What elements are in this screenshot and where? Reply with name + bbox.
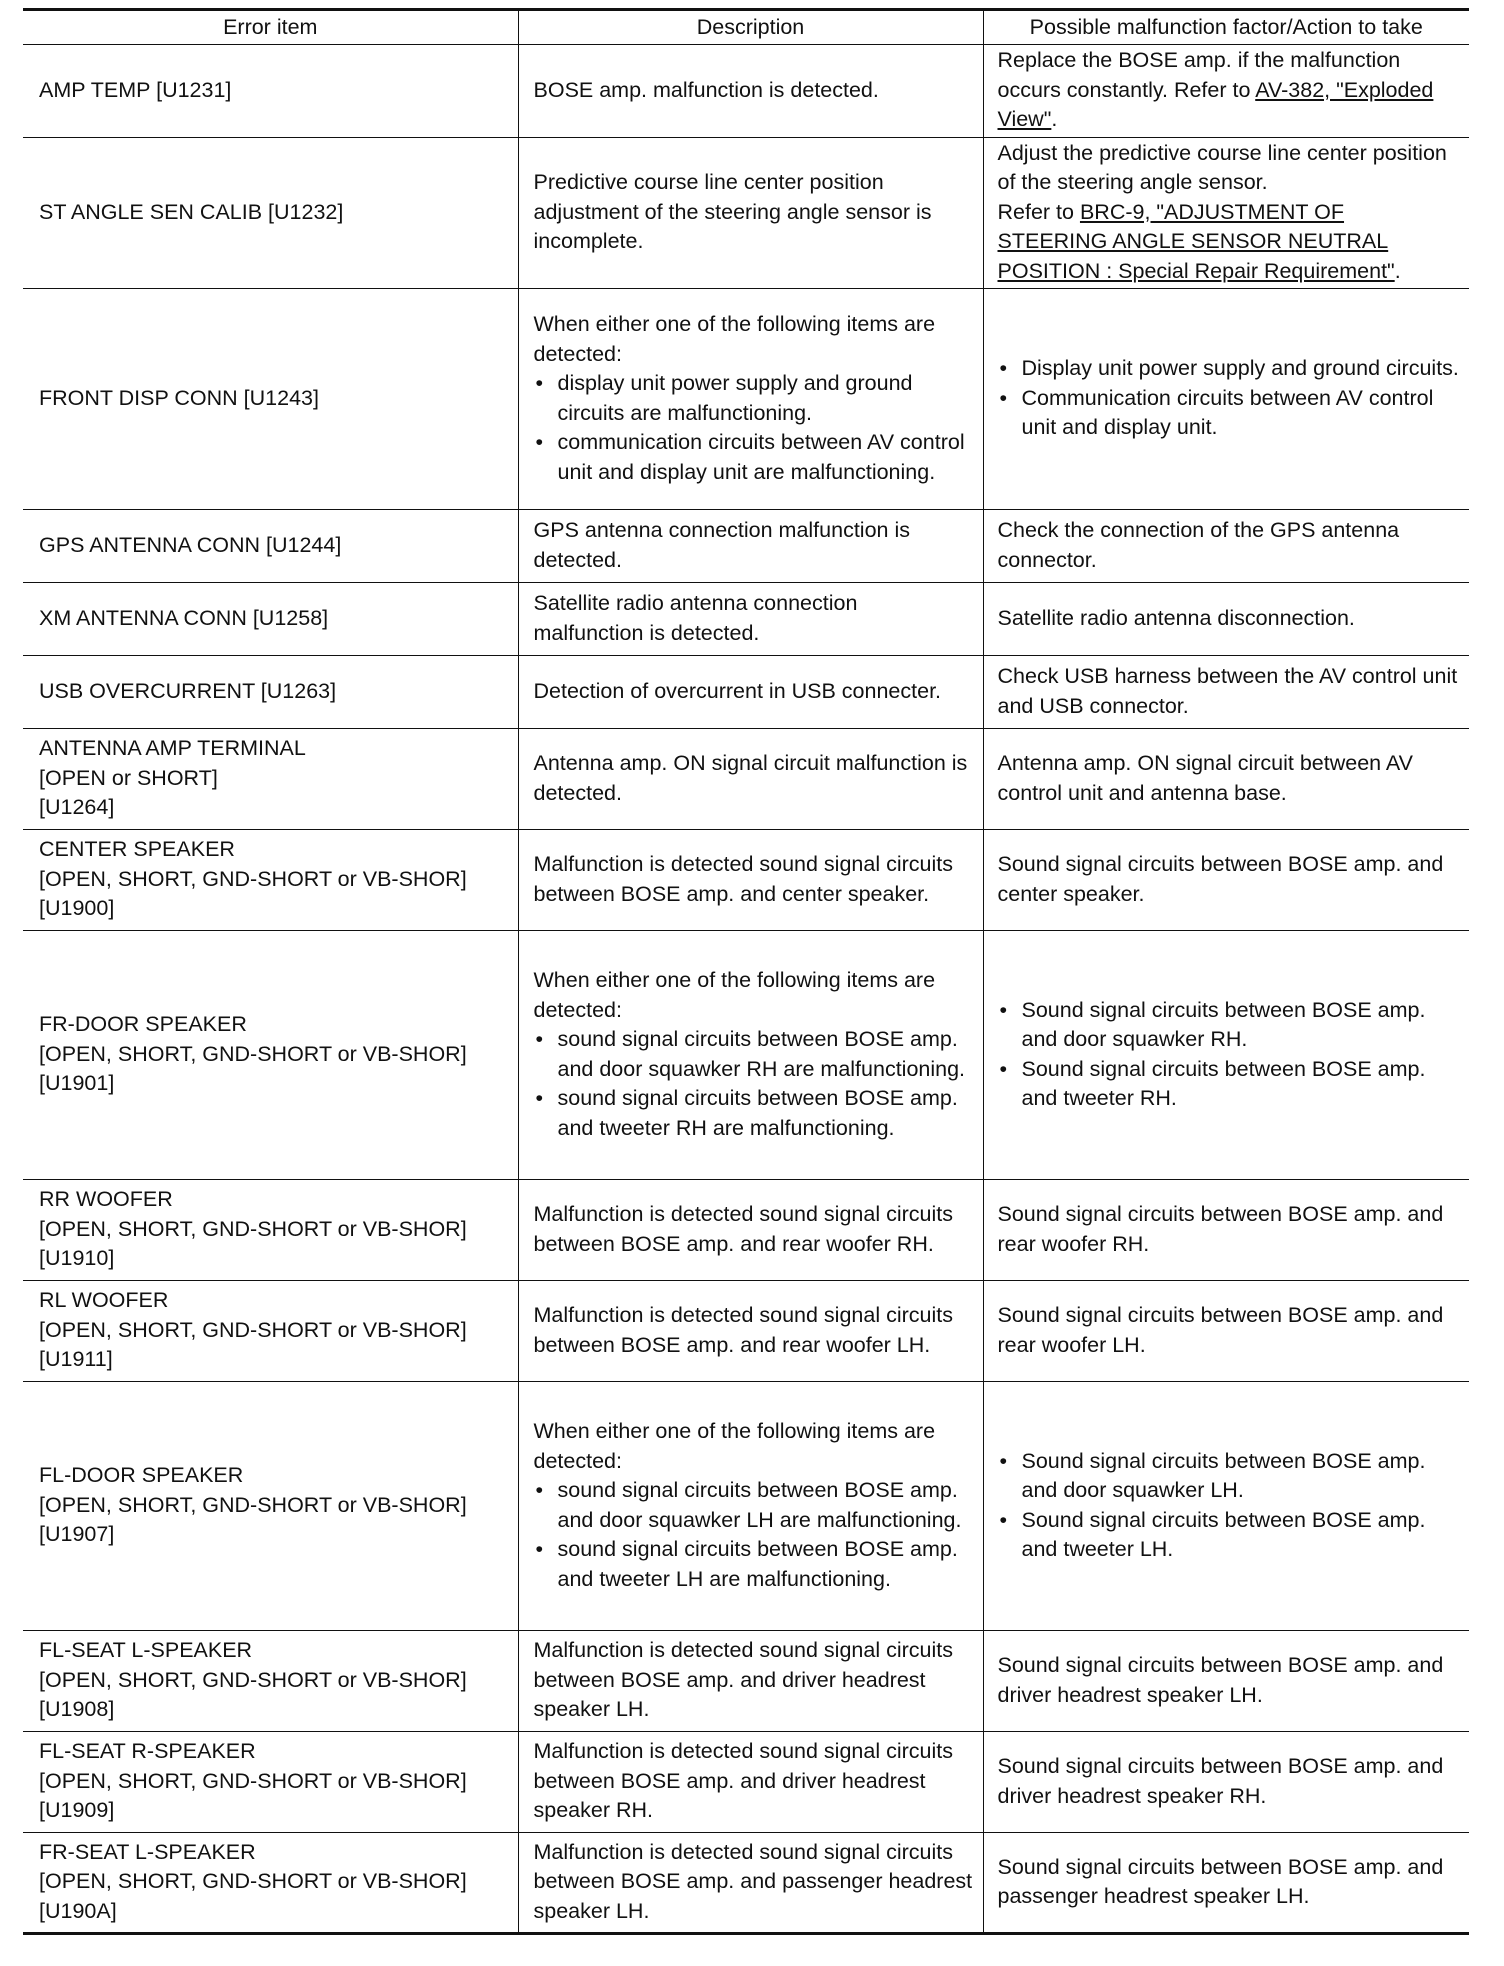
action-list bbox=[998, 354, 1460, 443]
table-row bbox=[23, 1382, 1469, 1631]
error-item-cell bbox=[23, 1732, 518, 1833]
list-item: • Communication circuits between AV control unit and display unit. bbox=[998, 384, 1460, 443]
error-item-cell bbox=[23, 1833, 518, 1934]
header-description: Description bbox=[518, 10, 983, 45]
error-item-line: AMP TEMP [U1231] bbox=[39, 77, 232, 102]
description-cell: Malfunction is detected sound signal circuits between BOSE amp. and rear woofer LH. bbox=[518, 1281, 983, 1382]
error-item-line: [U1901] bbox=[39, 1071, 115, 1096]
action-list bbox=[998, 1447, 1460, 1565]
description-cell: Malfunction is detected sound signal circuits between BOSE amp. and driver headrest speaker LH. bbox=[518, 1631, 983, 1732]
error-item-cell bbox=[23, 729, 518, 830]
table-row bbox=[23, 1281, 1469, 1382]
table-row bbox=[23, 931, 1469, 1180]
description-cell: Malfunction is detected sound signal circuits between BOSE amp. and passenger headrest speaker LH. bbox=[518, 1833, 983, 1934]
list-item: • communication circuits between AV control unit and display unit are malfunctioning. bbox=[534, 428, 973, 487]
list-item: • Sound signal circuits between BOSE amp. and door squawker RH. bbox=[998, 996, 1460, 1055]
action-text-end: . bbox=[1394, 258, 1401, 283]
error-item-cell bbox=[23, 931, 518, 1180]
action-cell: Satellite radio antenna disconnection. bbox=[983, 583, 1469, 656]
action-text-end: . bbox=[1051, 107, 1058, 131]
action-cell bbox=[983, 137, 1469, 289]
table-row bbox=[23, 583, 1469, 656]
action-cell: Sound signal circuits between BOSE amp. and passenger headrest speaker LH. bbox=[983, 1833, 1469, 1934]
table-row bbox=[23, 289, 1469, 510]
error-item-line: XM ANTENNA CONN [U1258] bbox=[39, 605, 329, 630]
error-item-line: [OPEN, SHORT, GND-SHORT or VB-SHOR] bbox=[39, 1768, 467, 1793]
error-item-line: GPS ANTENNA CONN [U1244] bbox=[39, 532, 342, 557]
description-intro: When either one of the following items are detected: bbox=[533, 312, 936, 366]
action-text: Refer to bbox=[997, 199, 1080, 224]
description-cell: Malfunction is detected sound signal circuits between BOSE amp. and driver headrest speaker RH. bbox=[518, 1732, 983, 1833]
list-item: • sound signal circuits between BOSE amp. and door squawker RH are malfunctioning. bbox=[534, 1025, 973, 1084]
error-item-line: [OPEN, SHORT, GND-SHORT or VB-SHOR] bbox=[39, 1492, 467, 1517]
action-cell bbox=[983, 45, 1469, 138]
header-error-item: Error item bbox=[23, 10, 518, 45]
list-item: • display unit power supply and ground circuits are malfunctioning. bbox=[534, 369, 973, 428]
description-intro: When either one of the following items are detected: bbox=[533, 968, 936, 1022]
action-cell bbox=[983, 1382, 1469, 1631]
error-item-line: ST ANGLE SEN CALIB [U1232] bbox=[39, 199, 344, 224]
description-cell: GPS antenna connection malfunction is detected. bbox=[518, 510, 983, 583]
error-item-cell bbox=[23, 510, 518, 583]
reference-link[interactable]: BRC-9, "ADJUSTMENT OF STEERING ANGLE SENSOR NEUTRAL POSITION : Special Repair Requirement" bbox=[997, 199, 1395, 283]
header-action: Possible malfunction factor/Action to take bbox=[983, 10, 1469, 45]
description-cell: BOSE amp. malfunction is detected. bbox=[518, 45, 983, 138]
action-cell: Sound signal circuits between BOSE amp. and rear woofer LH. bbox=[983, 1281, 1469, 1382]
error-item-line: ANTENNA AMP TERMINAL bbox=[39, 736, 306, 761]
error-item-line: [U1910] bbox=[39, 1246, 115, 1271]
error-item-cell bbox=[23, 1180, 518, 1281]
table-row bbox=[23, 656, 1469, 729]
error-item-line: RL WOOFER bbox=[39, 1288, 169, 1313]
action-lead-text: Adjust the predictive course line center position of the steering angle sensor. bbox=[997, 140, 1447, 194]
table-row bbox=[23, 45, 1469, 138]
error-item-line: [U1907] bbox=[39, 1522, 115, 1547]
error-item-line: CENTER SPEAKER bbox=[39, 837, 235, 862]
table-row bbox=[23, 1180, 1469, 1281]
description-list bbox=[534, 1025, 973, 1143]
error-item-cell bbox=[23, 137, 518, 289]
table-header-row bbox=[23, 10, 1469, 45]
error-item-line: [U1908] bbox=[39, 1697, 115, 1722]
action-cell bbox=[983, 289, 1469, 510]
table-row bbox=[23, 1732, 1469, 1833]
list-item: • Sound signal circuits between BOSE amp. and tweeter LH. bbox=[998, 1506, 1460, 1565]
description-intro: When either one of the following items are detected: bbox=[533, 1419, 936, 1473]
error-item-line: [OPEN, SHORT, GND-SHORT or VB-SHOR] bbox=[39, 866, 467, 891]
description-list bbox=[534, 1476, 973, 1594]
error-item-cell bbox=[23, 1382, 518, 1631]
error-item-cell bbox=[23, 45, 518, 138]
error-item-line: [U1900] bbox=[39, 896, 115, 921]
dtc-error-table bbox=[23, 8, 1469, 1935]
action-text: Replace the BOSE amp. if the malfunction occurs constantly. Refer to bbox=[997, 48, 1401, 102]
error-item-line: FL-DOOR SPEAKER bbox=[39, 1463, 244, 1488]
list-item: • sound signal circuits between BOSE amp. and tweeter LH are malfunctioning. bbox=[534, 1535, 973, 1594]
error-item-line: [OPEN or SHORT] bbox=[39, 765, 218, 790]
error-item-line: [OPEN, SHORT, GND-SHORT or VB-SHOR] bbox=[39, 1317, 467, 1342]
list-item: • Display unit power supply and ground circuits. bbox=[998, 354, 1460, 384]
error-item-line: [OPEN, SHORT, GND-SHORT or VB-SHOR] bbox=[39, 1216, 467, 1241]
description-cell: Satellite radio antenna connection malfunction is detected. bbox=[518, 583, 983, 656]
description-cell: Antenna amp. ON signal circuit malfunction is detected. bbox=[518, 729, 983, 830]
action-cell: Sound signal circuits between BOSE amp. and rear woofer RH. bbox=[983, 1180, 1469, 1281]
action-cell: Check USB harness between the AV control unit and USB connector. bbox=[983, 656, 1469, 729]
description-cell: Predictive course line center position adjustment of the steering angle sensor is incomplete. bbox=[518, 137, 983, 289]
description-cell: Malfunction is detected sound signal circuits between BOSE amp. and center speaker. bbox=[518, 830, 983, 931]
error-item-cell bbox=[23, 289, 518, 510]
table-row bbox=[23, 510, 1469, 583]
error-item-line: USB OVERCURRENT [U1263] bbox=[39, 678, 337, 703]
error-item-cell bbox=[23, 583, 518, 656]
error-item-line: [U1909] bbox=[39, 1798, 115, 1823]
error-item-line: [OPEN, SHORT, GND-SHORT or VB-SHOR] bbox=[39, 1667, 467, 1692]
error-item-line: FL-SEAT R-SPEAKER bbox=[39, 1739, 256, 1764]
error-item-line: [OPEN, SHORT, GND-SHORT or VB-SHOR] bbox=[39, 1869, 467, 1894]
table-row bbox=[23, 729, 1469, 830]
reference-link[interactable]: AV-382, "Exploded View" bbox=[997, 77, 1434, 131]
error-item-cell bbox=[23, 1631, 518, 1732]
action-list bbox=[998, 996, 1460, 1114]
table-row bbox=[23, 1833, 1469, 1934]
list-item: • Sound signal circuits between BOSE amp. and door squawker LH. bbox=[998, 1447, 1460, 1506]
action-cell: Sound signal circuits between BOSE amp. and driver headrest speaker RH. bbox=[983, 1732, 1469, 1833]
error-item-line: FRONT DISP CONN [U1243] bbox=[39, 385, 319, 410]
description-list bbox=[534, 369, 973, 487]
error-item-cell bbox=[23, 656, 518, 729]
error-item-line: FR-SEAT L-SPEAKER bbox=[39, 1839, 256, 1864]
error-item-cell bbox=[23, 830, 518, 931]
error-item-line: [U190A] bbox=[39, 1898, 117, 1923]
error-item-line: FR-DOOR SPEAKER bbox=[39, 1012, 247, 1037]
description-cell bbox=[518, 1382, 983, 1631]
action-cell: Sound signal circuits between BOSE amp. and center speaker. bbox=[983, 830, 1469, 931]
list-item: • Sound signal circuits between BOSE amp. and tweeter RH. bbox=[998, 1055, 1460, 1114]
table-row bbox=[23, 1631, 1469, 1732]
list-item: • sound signal circuits between BOSE amp. and tweeter RH are malfunctioning. bbox=[534, 1084, 973, 1143]
error-item-line: FL-SEAT L-SPEAKER bbox=[39, 1638, 253, 1663]
error-item-cell bbox=[23, 1281, 518, 1382]
action-cell: Check the connection of the GPS antenna connector. bbox=[983, 510, 1469, 583]
error-item-line: [U1264] bbox=[39, 795, 115, 820]
error-item-line: [OPEN, SHORT, GND-SHORT or VB-SHOR] bbox=[39, 1041, 467, 1066]
description-cell bbox=[518, 931, 983, 1180]
error-item-line: [U1911] bbox=[39, 1347, 113, 1372]
description-cell bbox=[518, 289, 983, 510]
action-cell: Antenna amp. ON signal circuit between AV control unit and antenna base. bbox=[983, 729, 1469, 830]
action-cell: Sound signal circuits between BOSE amp. and driver headrest speaker LH. bbox=[983, 1631, 1469, 1732]
list-item: • sound signal circuits between BOSE amp. and door squawker LH are malfunctioning. bbox=[534, 1476, 973, 1535]
table-row bbox=[23, 137, 1469, 289]
description-cell: Malfunction is detected sound signal circuits between BOSE amp. and rear woofer RH. bbox=[518, 1180, 983, 1281]
description-cell: Detection of overcurrent in USB connecter. bbox=[518, 656, 983, 729]
action-cell bbox=[983, 931, 1469, 1180]
table-row bbox=[23, 830, 1469, 931]
error-item-line: RR WOOFER bbox=[39, 1187, 173, 1212]
